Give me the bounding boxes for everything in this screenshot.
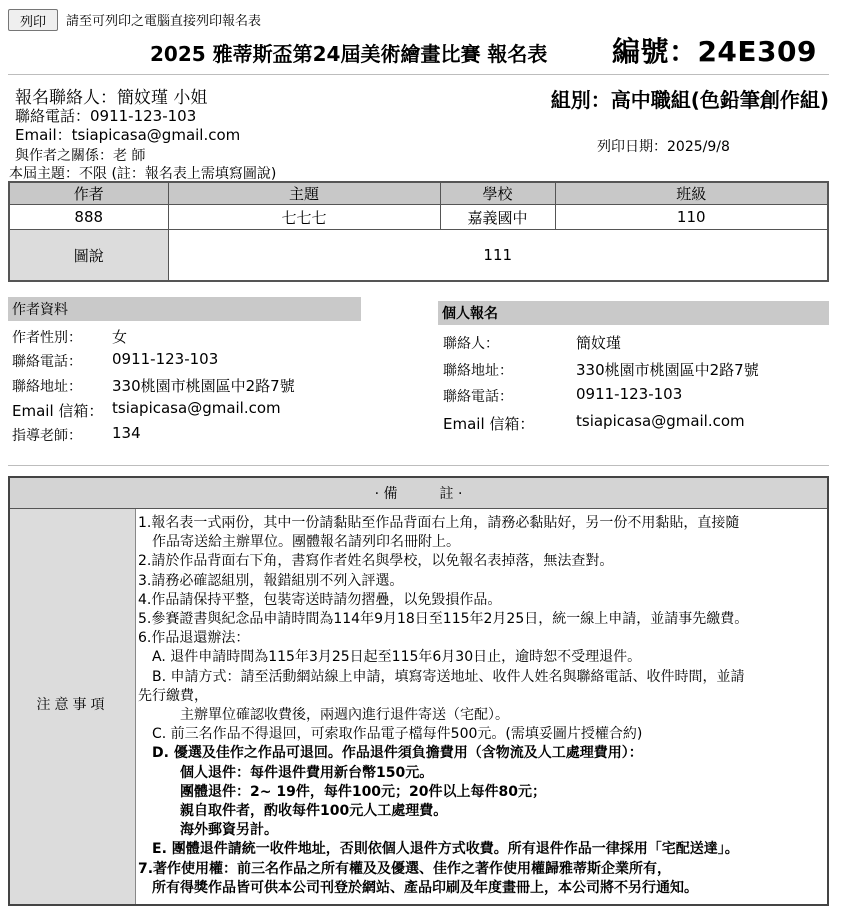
divider <box>8 74 829 75</box>
form-number: 編號：24E309 <box>611 35 817 68</box>
contact-name: 報名聯絡人：簡妏瑾 小姐 <box>15 88 208 108</box>
author-gender-value: 女 <box>112 328 128 346</box>
note-line: 3.請務必確認組別，報錯組別不列入評選。 <box>138 572 404 589</box>
note-line: 6.作品退還辦法： <box>138 630 250 647</box>
personal-email-value: tsiapicasa@gmail.com <box>576 412 745 430</box>
author-teacher-label: 指導老師： <box>12 428 82 444</box>
column-header: 班級 <box>555 182 828 205</box>
note-line: 5.參賽證書與紀念品申請時間為114年9月18日至115年2月25日，統一線上申請，並請事先繳費。 <box>138 611 749 628</box>
note-line: B. 申請方式：請至活動網站線上申請，填寫寄送地址、收件人姓名與聯絡電話、收件時間，並請 <box>138 668 745 685</box>
note-line: 2.請於作品背面右下角，書寫作者姓名與學校，以免報名表掉落，無法查對。 <box>138 553 614 570</box>
author-email-label: Email 信箱： <box>12 402 104 420</box>
theme-line: 本屆主題：不限 (註：報名表上需填寫圖說) <box>9 166 277 182</box>
works-table <box>8 181 829 282</box>
author-gender-label: 作者性別： <box>12 330 82 346</box>
remarks-heading: · 備 註 · <box>10 478 827 509</box>
note-line: 主辦單位確認收費後，兩週內進行退件寄送（宅配）。 <box>138 707 509 724</box>
note-line: A. 退件申請時間為115年3月25日起至115年6月30日止，逾時恕不受理退件。 <box>138 649 642 666</box>
note-line: 團體退件：2~ 19件，每件100元；20件以上每件80元； <box>138 783 547 800</box>
note-line: 個人退件：每件退件費用新台幣150元。 <box>138 764 434 781</box>
notice-label: 注意事項 <box>36 697 109 713</box>
note-line: D. 優選及佳作之作品可退回。作品退件須負擔費用（含物流及人工處理費用）： <box>138 745 643 762</box>
personal-address-value: 330桃園市桃園區中2路7號 <box>576 361 759 379</box>
group-label: 組別：高中職組(色鉛筆創作組) <box>550 88 829 112</box>
author-teacher-value: 134 <box>112 424 141 442</box>
column-header: 學校 <box>440 182 555 205</box>
column-header: 主題 <box>168 182 440 205</box>
print-date: 列印日期：2025/9/8 <box>597 139 730 155</box>
form-title: 2025 雅蒂斯盃第24屆美術繪畫比賽 報名表 <box>150 42 548 66</box>
divider <box>8 465 829 466</box>
note-line: 所有得獎作品皆可供本公司刊登於網站、產品印刷及年度畫冊上，本公司將不另行通知。 <box>138 879 698 896</box>
note-line: E. 團體退件請統一收件地址，否則依個人退件方式收費。所有退件作品一律採用「宅配送達」。 <box>138 841 739 858</box>
note-line: 1.報名表一式兩份，其中一份請黏貼至作品背面右上角，請務必黏貼好，另一份不用黏貼，直接隨 <box>138 515 740 531</box>
note-line: 先行繳費， <box>138 687 208 704</box>
remarks-side-column <box>10 509 136 904</box>
personal-panel-heading: 個人報名 <box>438 301 829 325</box>
note-line: 海外郵資另計。 <box>138 822 278 839</box>
note-line: 作品寄送給主辦單位。團體報名請列印名冊附上。 <box>138 534 460 551</box>
author-email-value: tsiapicasa@gmail.com <box>112 399 281 417</box>
note-line: 親自取件者，酌收每件100元人工處理費。 <box>138 803 448 820</box>
personal-contact-value: 簡妏瑾 <box>576 334 622 352</box>
author-address-value: 330桃園市桃園區中2路7號 <box>112 377 295 395</box>
table-cell: 嘉義國中 <box>440 205 555 230</box>
note-line: 7.著作使用權：前三名作品之所有權及及優選、佳作之著作使用權歸雅蒂斯企業所有， <box>138 860 672 877</box>
contact-email: Email：tsiapicasa@gmail.com <box>15 126 241 144</box>
author-phone-label: 聯絡電話： <box>12 354 82 370</box>
table-cell: 888 <box>9 205 168 230</box>
note-line: 4.作品請保持平整，包裝寄送時請勿摺疊，以免毀損作品。 <box>138 591 502 608</box>
contact-relation: 與作者之關係：老 師 <box>15 148 146 164</box>
caption-value: 111 <box>168 230 828 282</box>
column-header: 作者 <box>9 182 168 205</box>
personal-contact-label: 聯絡人： <box>443 336 499 352</box>
personal-phone-value: 0911-123-103 <box>576 385 683 403</box>
caption-row <box>9 230 828 282</box>
table-cell: 110 <box>555 205 828 230</box>
caption-label: 圖說 <box>9 230 168 282</box>
print-hint: 請至可列印之電腦直接列印報名表 <box>66 14 262 29</box>
table-row <box>9 205 828 230</box>
notes-list <box>138 514 821 898</box>
personal-address-label: 聯絡地址： <box>443 363 513 379</box>
print-button[interactable]: 列印 <box>8 9 58 31</box>
note-line: C. 前三名作品不得退回，可索取作品電子檔每件500元。(需填妥圖片授權合約) <box>138 726 643 743</box>
personal-phone-label: 聯絡電話： <box>443 389 513 405</box>
personal-email-label: Email 信箱： <box>443 415 535 433</box>
author-phone-value: 0911-123-103 <box>112 350 219 368</box>
remarks-box <box>8 476 829 906</box>
author-address-label: 聯絡地址： <box>12 379 82 395</box>
contact-phone: 聯絡電話：0911-123-103 <box>15 107 197 125</box>
author-panel-heading: 作者資料 <box>8 297 361 321</box>
table-header-row <box>9 182 828 205</box>
table-cell: 七七七 <box>168 205 440 230</box>
